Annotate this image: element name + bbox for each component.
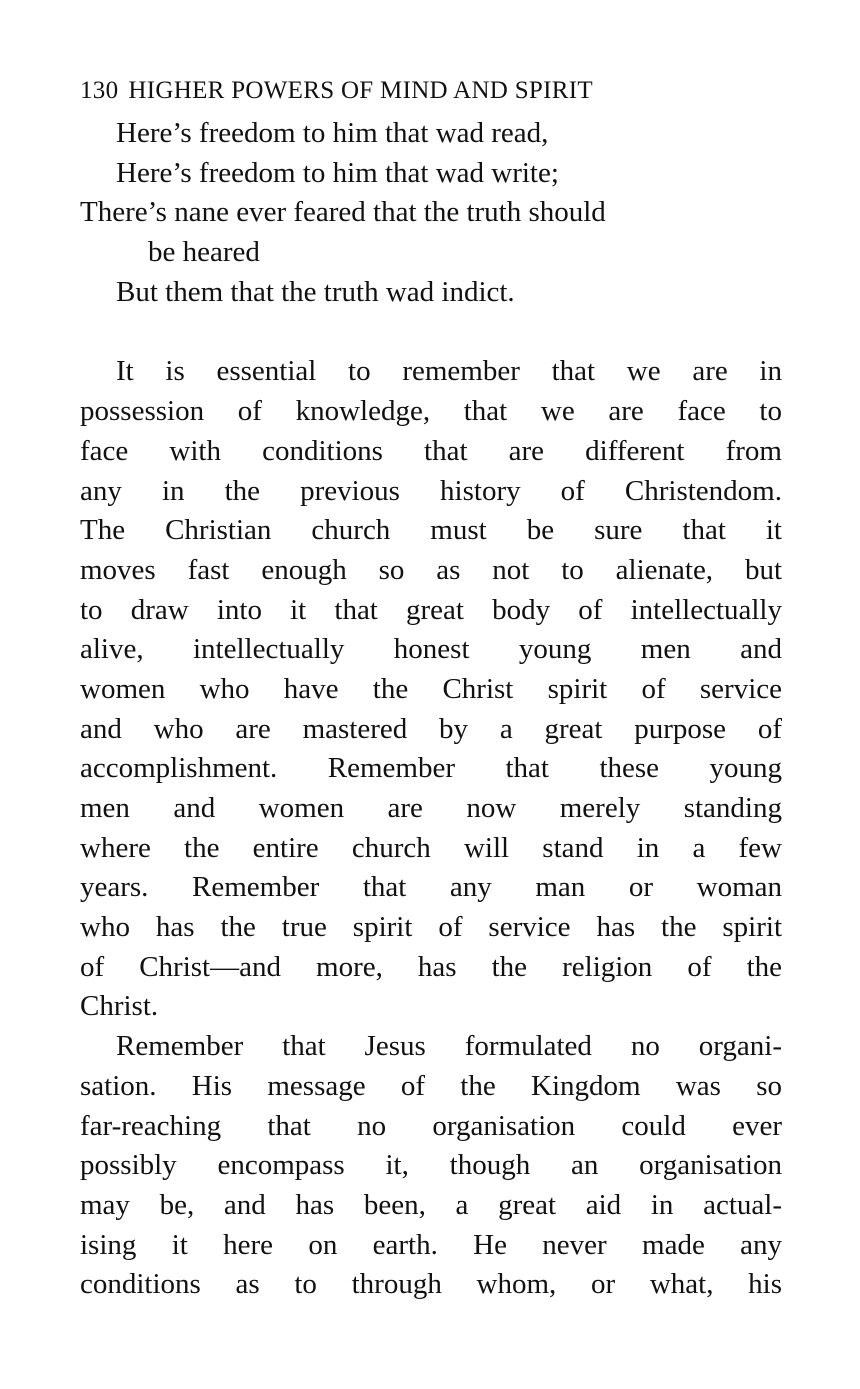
- poem-line-continuation: be heared: [148, 236, 260, 269]
- text-line: may be, and has been, a great aid in actual-: [80, 1188, 782, 1221]
- text-line: where the entire church will stand in a few: [80, 831, 782, 864]
- running-title: HIGHER POWERS OF MIND AND SPIRIT: [128, 77, 593, 104]
- text-line: of Christ—and more, has the religion of the: [80, 950, 782, 983]
- text-line: men and women are now merely standing: [80, 792, 782, 824]
- text-line: possibly encompass it, though an organisation: [80, 1149, 782, 1182]
- text-line: accomplishment. Remember that these young: [80, 752, 782, 785]
- text-line: women who have the Christ spirit of service: [80, 672, 782, 705]
- text-line: ising it here on earth. He never made any: [80, 1228, 782, 1261]
- text-line: far-reaching that no organisation could ever: [80, 1109, 782, 1142]
- text-line: any in the previous history of Christendom.: [80, 474, 782, 507]
- poem-line: There’s nane ever feared that the truth should: [80, 196, 606, 229]
- text-line: The Christian church must be sure that it: [80, 514, 782, 547]
- text-line: to draw into it that great body of intellectually: [80, 593, 782, 626]
- running-head: [80, 68, 782, 114]
- text-line: moves fast enough so as not to alienate, but: [80, 553, 782, 586]
- book-page: [80, 68, 782, 1305]
- text-line: Remember that Jesus formulated no organi-: [116, 1030, 782, 1063]
- poem-line: Here’s freedom to him that wad read,: [116, 117, 549, 149]
- text-line: possession of knowledge, that we are face to: [80, 395, 782, 428]
- text-line: It is essential to remember that we are in: [116, 355, 782, 388]
- text-line: alive, intellectually honest young men and: [80, 633, 782, 666]
- text-line: and who are mastered by a great purpose of: [80, 712, 782, 745]
- text-line: face with conditions that are different from: [80, 434, 782, 467]
- paragraph-2: [80, 1027, 782, 1305]
- section-gap: [80, 312, 782, 352]
- text-line: years. Remember that any man or woman: [80, 871, 782, 904]
- page-number: 130: [80, 77, 119, 104]
- text-line: Christ.: [80, 990, 159, 1023]
- text-line: who has the true spirit of service has the spirit: [80, 911, 782, 944]
- poem-line: Here’s freedom to him that wad write;: [116, 156, 559, 189]
- poem-stanza: [80, 114, 782, 312]
- text-line: conditions as to through whom, or what, his: [80, 1268, 782, 1301]
- paragraph-1: [80, 352, 782, 1027]
- poem-line: But them that the truth wad indict.: [116, 275, 515, 308]
- text-line: sation. His message of the Kingdom was so: [80, 1069, 782, 1102]
